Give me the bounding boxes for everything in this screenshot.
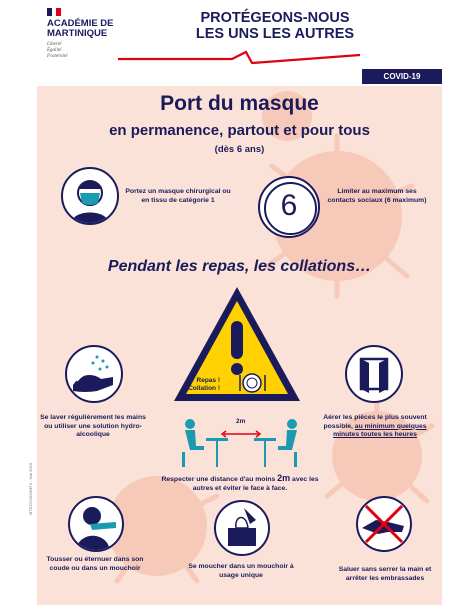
tissue-box-icon (214, 500, 270, 556)
open-window-icon (345, 345, 403, 403)
distance-label: 2m (236, 418, 246, 425)
mask-wearer-icon (61, 167, 119, 225)
hero-subtitle: en permanence, partout et pour tous (109, 122, 370, 139)
hero-age: (dès 6 ans) (214, 144, 265, 155)
main-title (160, 10, 390, 42)
warning-text: Repas ! Collation ! (188, 377, 220, 392)
main-title-line2: LES UNS LES AUTRES (195, 26, 355, 42)
air-caption: Aérer les pièces le plus souvent possible, au minimum quelques minutes toutes les heures (323, 414, 427, 438)
tissue-caption: Se moucher dans un mouchoir à usage unique (188, 563, 294, 579)
cough-elbow-icon (68, 496, 124, 552)
red-underline-decoration (0, 49, 452, 71)
institution-name: ACADÉMIE DE MARTINIQUE (47, 18, 114, 39)
limit-caption: Limiter au maximum ses contacts sociaux (6 maximum) (327, 188, 427, 204)
covid-badge: COVID-19 (362, 69, 442, 84)
french-flag-logo (47, 8, 61, 16)
main-title-line1: PROTÉGEONS-NOUS (200, 10, 350, 26)
header (0, 0, 452, 70)
six-number: 6 (280, 189, 298, 222)
mask-caption: Portez un masque chirurgical ou en tissu de catégorie 1 (125, 188, 231, 204)
hand-washing-icon (65, 345, 123, 403)
distance-caption: Respecter une distance d'au moins 2m avec les autres et éviter le face à face. (161, 473, 319, 492)
air-caption-emphasis: au minimum quelques minutes toutes les heures (333, 422, 427, 438)
hero-title: Port du masque (160, 92, 319, 115)
republic-motto: Liberté Égalité Fraternité (47, 42, 68, 59)
document-reference-code: MTECOVIDMHF4 - Mai 2020 (28, 462, 33, 515)
greeting-caption: Saluer sans serrer la main et arrêter les embrassades (338, 566, 432, 582)
wash-caption: Se laver régulièrement les mains ou utiliser une solution hydro-alcoolique (40, 414, 146, 438)
meals-heading: Pendant les repas, les collations… (107, 258, 372, 275)
six-contacts-icon (258, 176, 320, 238)
cough-caption: Tousser ou éternuer dans son coude ou dans un mouchoir (46, 556, 144, 572)
no-handshake-icon (356, 496, 412, 552)
